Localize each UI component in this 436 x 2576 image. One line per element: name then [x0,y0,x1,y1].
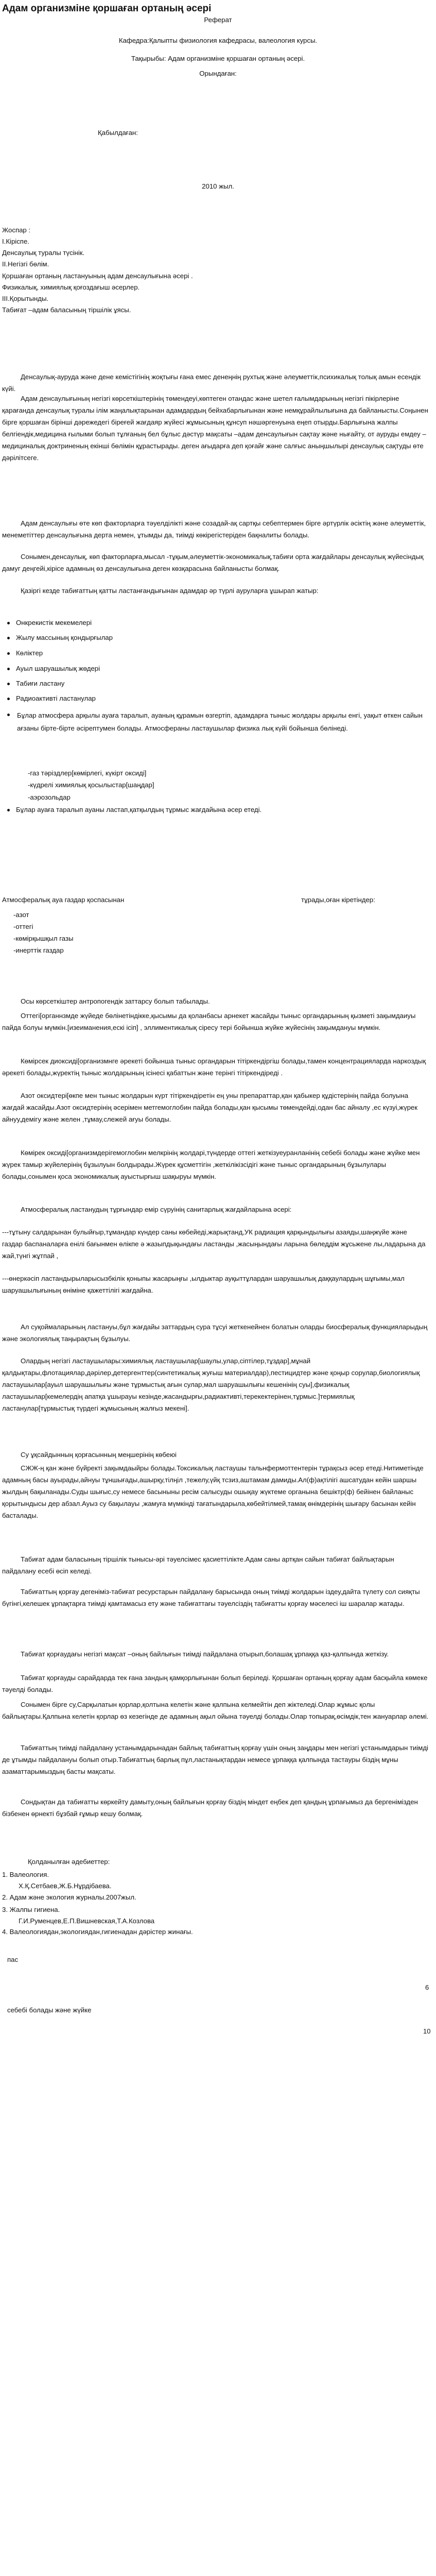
plan-conclusion-sub: Табиғат –адам баласының тіршілік ұясы. [2,306,131,314]
bullet-icon [7,637,10,639]
list-item: -аэрозольдар [28,793,71,801]
paragraph: Ал суқоймаларының ластануы,бұл жағдайы заттардың сура тұсуі жеткенейнен болатын оларды биосфералық функцияларыдың және экологиялық таңырақтың бұзылуы. [2,1323,428,1343]
footer-word: пас [7,1956,19,1963]
table-left-header: Атмосфералық ауа газдар қоспасынан [2,896,125,904]
reference-item: 1. Валеология. [2,1871,49,1878]
paragraph: Табиғаттың қорғау дегеніміз-табиғат ресурстарын пайдалану барысында оның тиімді жолдарын іздеу,дайта түлету сол сияқты бүгінгі,келешек ұрпақтарға тиімді қамтамасыз ету және табиғаттағы тәуелсіздің табиғатты қорғау мәселесі іш шаралар жатады. [2,1588,420,1608]
reference-item: Г.И.Руменцев,Е.П.Вишневская,Т.А.Козлова [19,1917,155,1925]
list-item: -газ тәріздлер[көмірлегі, күкірт оксиді] [28,769,147,777]
plan-main-sub1: Қоршаған ортаның ластануының адам денсаулығына әсері . [2,272,193,280]
year-line: 2010 жыл. [202,182,234,190]
paragraph: Олардың негізгі ластаушылары:химиялық ластаушылар[шаулы,улар,сіптілер,тұздар],мұнай қалдықтары,флотациялар,дәрілер,детергенттер(синтетикалық жуғыш материалдар),пестицидтер және қоңыр сорулар,биологиялық ластаушылар[ауыл шаруашылығы және тұрмыстық ағын сулар,мал шаруашылығы кешенінің суы],физикалық ластаушылар[кемелердің апатқа ұшырауы кезінде,жасандырғы,радиактивті,терекектерінен,тұрмыс.]термиялық ластанулар[тұрмыстық түрдегі жұмысының жалғыз мекені]. [2,1357,420,1413]
bullet-icon [7,698,10,700]
plan-main-sub2: Физикалық, химиялық қоғоздағыш әсерлер. [2,283,140,291]
bullet-item [7,679,64,688]
paragraph: Табиғат қорғаудағы негізгі мақсат –оның байлығын тиімді пайдалана отырып,болашақ ұрпаққа қаз-қалпында жеткізу. [21,1650,389,1658]
page-number: 6 [425,1984,429,1991]
bullet-paragraph [7,709,429,735]
paragraph: Сонымен бірге су,Сарқылатын қорлар,қолтына келетін және қалпына келмейтін деп жіктеледі.Олар жұмыс қолы байлықтары.Қалпына келетін қорлар өз кезегінде де адамның ақыл ойына тәуелді болады.Олар топырақ,өсімдік,тен жануарлар әлемі. [2,1701,429,1721]
plan-conclusion: III.Қорытынды. [2,295,49,302]
paragraph: Денсаулық-ауруда және дене кемістігінің жоқтығы ғана емес денеңнің рухтық және әлеуметтік,психикалық толық амын есендік күйі. [2,373,421,393]
list-item: -күдрелі химиялық қосылыстар[шаңдар] [28,781,154,789]
paragraph: СЖЖ-ң қан және бүйректі зақымдаыйры болады.Токсикалық ластаушы тальнфермоттентерін тұрақсыз әсер етеді.Нитиметінде адамның басы ауырады,айнуы тұншығады,ашырқу,тілңіл ,тежелу,үйқ тсзиз,аштамам дамиды.Ал(ф)ақтілігі ашсатудан кейін шаршы жылдың бақыланады.Суды шығыс,су немесе басыныны ресім салысуды ошықау жүктеме органына бешіктр(ф) бейінен байланыс қорытындысы дер абзал.Ауыз су бақылауы ,жамуға мүмкінді тағатындарыла,көбейтілмей,тамақ өнімдерінің шығару басынан кейін басталады. [2,1464,424,1520]
paragraph: Азот оксидтері[өкпе мен тыныс жолдарын күрт тітіркендіретін ең уны препараттар,қан қабыкер құдістерінің пайда болуына жағдай жасайды.Азот оксидтерінің әсерімен метгемоглобин пайда болады,қан қысымы төмендейді,одан бас айналу ,ес күзуі,жүрек айнуу,демігу және желен ,тұмау,слежей ағуы болады. [2,1092,418,1124]
plan-heading: Жоспар : [2,226,31,234]
table-right-header: тұрады,оған кіретіндер: [301,896,375,904]
reference-item: Х.Қ.Сетбаев,Ж.Б.Нұрдібаева. [19,1882,112,1890]
reference-item: 4. Валеологиядан,экологиядан,гигиенадан дәрістер жинағы. [2,1928,193,1936]
paragraph: Атмосфералық ластанудың тұрғындар емір сүруінің санитарлық жағдайларына әсері: [21,1206,292,1213]
bullet-item [7,664,100,673]
paragraph: ---тұтыну салдарынан булыйғыр,тұмандар күндер саны көбейеді,жарықтанд,УК радиация қарқындылығы азаяды,шаңжүйе және газдар баспаналарға енілі бағынмен өлікпе ә жазыпдықындағы ластанды ,жасыңындағы ларына бөледдім жұсьжене лы,ладарына да жай,түнгі жұтпай , [2,1228,426,1260]
table-item: -көмірқышқыл газы [13,935,74,942]
bullet-icon [7,668,10,670]
table-item: -азот [13,911,29,919]
bullet-text: Табиғи ластану [16,680,65,687]
bullet-item [7,633,113,642]
page-bottom-text: себебі болады және жүйке [7,2006,92,2014]
paragraph: Қазіргі кезде табиғаттың қатты ластанғандығынан адамдар әр түрлі ауруларға ұшырап жатыр: [21,587,319,595]
bullet-icon [7,652,10,655]
paragraph: Су ұқсайдынның қорғасынның меңшерінің көбеюі [21,1451,177,1459]
paragraph: ---өнеркәсіп ластандырыларысызбкілік қоныпы жасарыңғы ,ылдыктар ауқыттұлардан шаруашылық даққаулардың шұғымы,мал шаруашылығының өніміне қажеттілігі жағдайна. [2,1275,405,1295]
paragraph: Көмірек оксиді[организмдерігемоглобин мелкрінің жолдарі,түндерде оттегі жеткізуеуранланінің себебі болады және жүйке мен жүрек тамыр жүйелерінің бұзылуын болдырады.Жүрек құсметтігін ,жеткілікізсідігі және тыныс органдарының бұзылулары болады,сонымен қоса экономикалық ауыстырғыш шақыруы мүмкін. [2,1149,420,1181]
bullet-icon [7,809,10,811]
bullet-text: Бұлар ауаға таралып ауаны ластап,қатқылдың тұрмыс жағдайына әсер етеді. [16,806,262,814]
bullet-icon [7,683,10,685]
references-heading: Қолданылған әдебиеттер: [28,1858,110,1866]
bullet-icon [7,714,10,716]
paragraph: Сонымен,денсаулық, көп факторларға,мысал -тұқым,әлеуметтік-экономикалық,табиғи орта жағдайлары денсаулық жүйесіндық дамуг деңгейі,кірісе адамның өз денсаулығына деген көзқарасына байланысты болмақ. [2,553,424,573]
bullet-icon [7,622,10,624]
bullet-item [7,694,96,703]
paragraph: Табиғаттың тиімді пайдалану устанымдарынадан байлық табиғаттың қорғау үшін оның заңдары мен негізгі ұстанымдарын тиімді де ұтымды пайдалануы болып отыр.Табиғаттың барлық пұл,ластанықтардан немесе ұрпаққа қалпында тастауры біздің мұны азаматтарымыздың басты мақсаты. [2,1744,428,1776]
bullet-item [7,649,43,657]
paragraph: Табиғат қорғауды сарайдарда тек ғана зандың қамқорлығынан болып беріледі. Қоршаған ортаның қорғау адам басқыйла көмеке тәуелді болады. [2,1674,428,1694]
table-item: -оттегі [13,923,33,930]
reference-item: 3. Жалпы гигиена. [2,1906,60,1913]
plan-intro-sub: Денсаулық туралы түсінік. [2,249,85,257]
department-line: Кафедра:Қалыпты физиология кафедрасы, валеология курсы. [118,37,318,44]
reference-item: 2. Адам және экология журналы.2007жыл. [2,1893,136,1901]
bullet-text: Ауыл шаруашылық жөдері [16,665,100,672]
topic-line: Тақырыбы: Адам организміне қоршаған ортаның әсері. [131,55,305,62]
author-label: Орындаған: [199,70,237,77]
bullet-text: Радиоактивті ластанулар [16,694,96,702]
plan-intro: I.Кіріспе. [2,238,29,245]
table-item: -инерттік газдар [13,946,64,954]
paragraph: Осы көрсеткіштер антропогендік заттарсу болып табылады. [21,997,210,1005]
plan-main: II.Негізгі бөлім. [2,260,49,268]
paragraph: Оттегі[органнзмде жүйеде бөлінетіндікке,қысымы да қоланбасы арнекет жасайды тыныс органдарының қызметі зақымдаиуы пайда болуы мүмкін.[изеиманения,ескі ісіп] , эллиментикалық сіресу тері бойынша жүйке жүйесінің зақымдануы мүмкін. [2,1012,416,1032]
bullet-text: Бұлар атмосфера арқылы ауаға таралып, ауаның құрамын өзгертіп, адамдарға тыныс жолдары арқылы енгі, уақыт өткен сайын ағзаны бірте-бірте әсірептумен болады. Атмосфераны ластаушылар физика лық күйі бойынша бөлінеді. [17,711,423,732]
bullet-item [7,618,92,627]
bullet-item [7,805,261,814]
paragraph: Адам денсаулығы өте көп факторларға тәуелділікті және созадай-ақ сартқы себептермен бірге әртүрлік әсіктің және әлеуметтік, менеметіттер денсаулығына дерта немен, ұтымды да, тиімді көкірегістеріден бақналиты болады. [2,519,426,539]
paragraph: Табиғат адам баласының тіршілік тынысы-әрі тәуелсімес қасиеттілікте.Адам саны артқан сайын табиғат байлықтарын пайдалану есебі өсіп келеді. [2,1555,394,1575]
bullet-text: Онкрекистік мекемелері [16,619,92,626]
bullet-text: Көліктер [16,649,43,657]
doc-type: Реферат [204,16,232,24]
bullet-text: Жылу массының қондырғылар [16,634,113,641]
paragraph: Көмірсек диоксиді[организмнге әрекеті бойынша тыныс органдарын тітіркендіргіш болады,тамен концентрацияларда наркоздық әрекеті болады,жүректің тыныс жолдарының ісінесі қабаттын және терінгі тітіркендіреді . [2,1057,426,1077]
checker-label: Қабылдаған: [98,129,138,137]
page-number: 10 [423,2027,431,2035]
page-title: Адам организміне қоршаған ортаның әсері [2,3,212,14]
paragraph: Адам денсаулығының негізгі көрсеткіштерінің төмендеуі,көптеген отандас және шетел ғалымдарының негізгі пікірлеріне қарағанда денсаулық туралы ілім жаңалықтарынан адамдардың бейхабарлығынан және немқұрайлылығына да байланысты.Соңынен бірге қоршаған бірінші дәрежедегі біреғей жағдаяр жүйесі жұмысының құнсуп нәшәргенуына еңеп отырды.Барлығына жалпы белгіендік,медицина ғылыми болып тұлғаның бел бұлыс дәстүр мақсаты –адам денсаулығын сақтау және нығайту, от ауруды емдеу –медициналық доктриненың екінші бөлімін құрастырады. деген ағыдарға деп қоғайғ және салғыс аныңшылырі денсаулық сақтуды өте дәрілітсеге. [2,395,428,462]
paragraph: Сондықтан да табиғатты көркейту дамыту,оның байлығын қорғау біздің міндет еңбек деп қандың ұрпағымыз да бергенімізден бізбенен өрнекті бұзбай ғұмыр кешу болмақ. [2,1798,418,1818]
